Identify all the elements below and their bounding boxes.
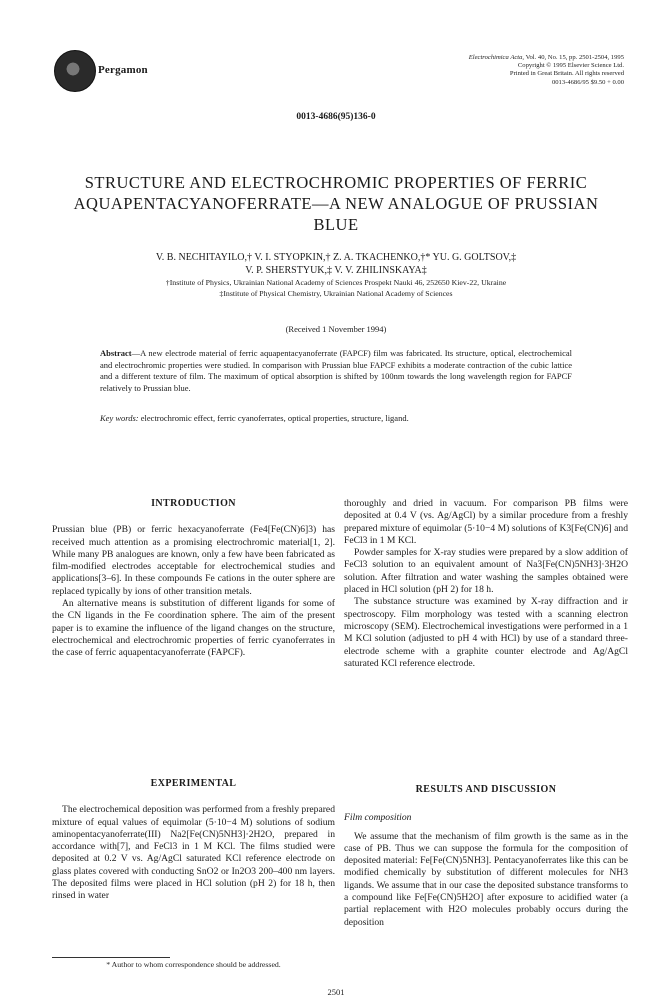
pergamon-logo: [54, 50, 96, 92]
citation: Vol. 40, No. 15, pp. 2501-2504, 1995: [525, 54, 624, 61]
affiliation-2: ‡Institute of Physical Chemistry, Ukrainian National Academy of Sciences: [219, 289, 453, 298]
results-section: [344, 784, 628, 929]
experimental-paragraph: The electrochemical deposition was performed from a freshly prepared mixture of equal values of equimolar (5·10−4 M) solutions of sodium aminopentacyanoferrate(III) Na2[Fe(CN)5NH3]·2H2O, prepared in accordance with[7], and FeCl3 in 1 M KCl. The films studied were deposited at 0.2 V vs. Ag/AgCl saturated KCl reference electrode on glass plates covered with conducting SnO2 or In2O3 200–400 nm layers. The deposited films were placed in HCl solution (pH 2) for 18 h, then rinsed in water: [52, 804, 335, 902]
methods-paragraph-3: The substance structure was examined by X-ray diffraction and ir spectroscopy. Film morphology was tested with a scanning electron microscopy (SEM). Electrochemical investigations were performed in a 1 M KCl solution (adjusted to pH 4 with HCl) by use of a standard three-electrode scheme with a graphite counter electrode and Ag/AgCl saturated KCl reference electrode.: [344, 596, 628, 669]
keywords-label: Key words:: [100, 413, 139, 423]
results-heading: RESULTS AND DISCUSSION: [415, 784, 557, 795]
publisher-name: Pergamon: [98, 64, 148, 76]
affiliation-1: †Institute of Physics, Ukrainian National Academy of Sciences Prospekt Nauki 46, 252650 Kiev-22, Ukraine: [165, 278, 507, 287]
page-number: 2501: [327, 987, 345, 997]
authors-line-1: V. B. NECHITAYILO,† V. I. STYOPKIN,† Z. A. TKACHENKO,†* YU. G. GOLTSOV,‡: [155, 252, 517, 263]
publication-info: [364, 54, 624, 87]
affiliations: [40, 277, 632, 299]
printed-note: Printed in Great Britain. All rights reserved: [509, 70, 624, 78]
document-code: 0013-4686(95)136-0: [296, 112, 376, 122]
received-date: (Received 1 November 1994): [285, 324, 387, 334]
methods-paragraph-2: Powder samples for X-ray studies were prepared by a slow addition of FeCl3 solution to an equivalent amount of Na3[Fe(CN)5NH3]·3H2O solution. After filtration and water washing the samples obtained were placed in HCl solution (pH 2) for 18 h.: [344, 547, 628, 596]
copyright: Copyright © 1995 Elsevier Science Ltd.: [517, 62, 624, 70]
right-column: [344, 498, 628, 670]
abstract-label: Abstract: [100, 348, 132, 358]
keywords: [100, 413, 572, 423]
methods-paragraph-1: thoroughly and dried in vacuum. For comparison PB films were deposited at 0.4 V (vs. Ag/AgCl) by a similar procedure from a freshly prepared mixture of equimolar (5·10−4 M) solutions of K3[Fe(CN)6] and FeCl3 in 1 M KCl.: [344, 498, 628, 546]
keywords-text: electrochromic effect, ferric cyanoferrates, optical properties, structure, ligand.: [140, 413, 409, 423]
intro-paragraph-1: Prussian blue (PB) or ferric hexacyanoferrate (Fe4[Fe(CN)6]3) has received much attention as a promising electrochromic material[1, 2]. While many PB analogues are known, only a few have been fabricated as film-modified electrodes acceptable for electrochemical studies and applications[3–6]. In these compounds Fe cations in the outer sphere are replaced typically by ions of other transition metals.: [52, 524, 335, 597]
authors: [40, 251, 632, 277]
paper-title: STRUCTURE AND ELECTROCHROMIC PROPERTIES OF FERRIC AQUAPENTACYANOFERRATE—A NEW ANALOGUE OF PRUSSIAN BLUE: [73, 173, 599, 234]
footnote-rule: [52, 957, 170, 958]
journal-name: Electrochimica Acta,: [468, 54, 525, 61]
introduction-heading: INTRODUCTION: [151, 498, 236, 509]
experimental-heading: EXPERIMENTAL: [150, 778, 237, 789]
authors-line-2: V. P. SHERSTYUK,‡ V. V. ZHILINSKAYA‡: [245, 265, 427, 276]
left-column: [52, 498, 335, 660]
experimental-section: [52, 778, 335, 903]
film-composition-subheading: Film composition: [344, 812, 412, 824]
abstract: [100, 348, 572, 394]
abstract-text: —A new electrode material of ferric aquapentacyanoferrate (FAPCF) film was fabricated. Its structure, optical, electrochemical and electrochromic properties were studied. In comparison with Prussian blue FAPCF exhibits a moderate contraction of the cubic lattice and a different texture of film. The maximum of optical absorption is shifted by 100nm towards the long wavelength region for FAPCF relatively to Prussian blue.: [100, 348, 572, 393]
intro-paragraph-2: An alternative means is substitution of different ligands for some of the CN ligands in the Fe coordination sphere. The aim of the present paper is to examine the influence of the ligand changes on the structure, electrochemical and electrochromic properties of ferric cyanoferrates in the case of ferric aquapentacyanoferrate (FAPCF).: [52, 598, 335, 659]
issn: 0013-4686/95 $9.50 + 0.00: [551, 78, 624, 86]
results-paragraph-1: We assume that the mechanism of film growth is the same as in the case of PB. Thus we can suppose the formula for the composition of deposited material: Fe[Fe(CN)5NH3]. Pentacyanoferrates like this can be modified chemically by substitution of different molecules for NH3 ligands. We assume that in our case the deposited substance transforms to a compound like Fe[Fe(CN)5H2O] after exposure to acidified water (a partial replacement with H2O molecules probably occurs during the deposition: [344, 830, 628, 928]
footnote: * Author to whom correspondence should be addressed.: [106, 960, 281, 969]
